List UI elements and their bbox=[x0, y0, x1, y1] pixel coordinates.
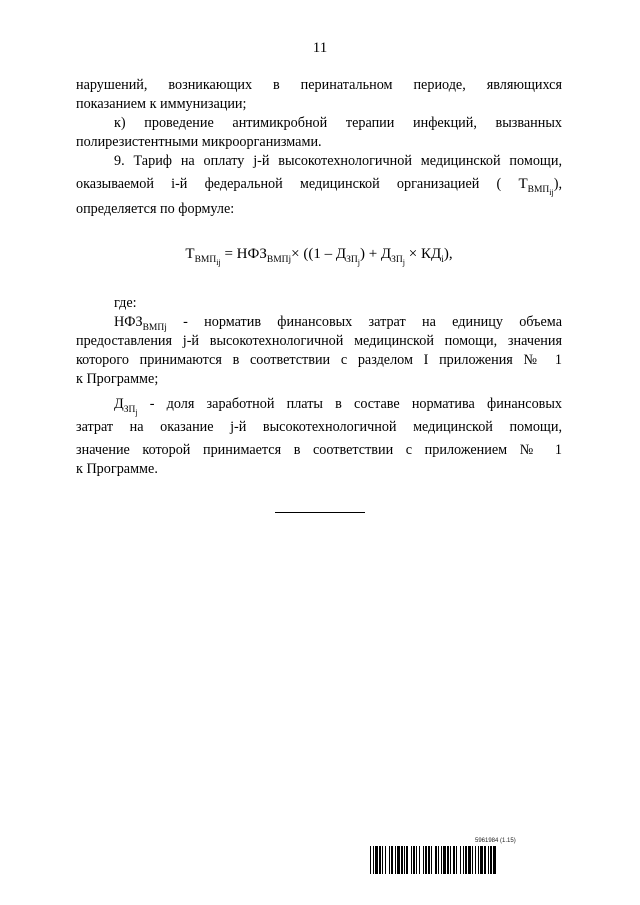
barcode-bar bbox=[490, 846, 492, 874]
barcode-bar bbox=[478, 846, 479, 874]
document-body bbox=[76, 76, 562, 479]
paragraph-line: показанием к иммунизации; bbox=[76, 96, 247, 112]
barcode-bar bbox=[465, 846, 467, 874]
barcode bbox=[370, 846, 566, 874]
barcode-bar bbox=[423, 846, 424, 874]
barcode-bar bbox=[447, 846, 449, 874]
barcode-bar bbox=[391, 846, 393, 874]
barcode-bar bbox=[413, 846, 415, 874]
barcode-bar bbox=[438, 846, 439, 874]
page-number: 11 bbox=[312, 40, 328, 56]
barcode-bar bbox=[435, 846, 437, 874]
paragraph-line: нарушений, возникающих в перинатальном периоде, являющихся bbox=[76, 77, 562, 93]
barcode-bar bbox=[472, 846, 473, 874]
barcode-bar bbox=[488, 846, 489, 874]
barcode-bar bbox=[375, 846, 378, 874]
barcode-bar bbox=[428, 846, 430, 874]
paragraph-line: определяется по формуле: bbox=[76, 201, 235, 217]
definition-line: которого принимаются в соответствии с разделом I приложения № 1 bbox=[76, 352, 562, 368]
paragraph-line: к) проведение антимикробной терапии инфекций, вызванных bbox=[114, 115, 562, 131]
barcode-bar bbox=[389, 846, 390, 874]
barcode-bar bbox=[456, 846, 457, 874]
paragraph-line: оказываемой i-й федеральной медицинской организацией ( $Т_{ВМП_{ij}}$), bbox=[76, 176, 562, 197]
barcode-bar bbox=[450, 846, 451, 874]
barcode-bar bbox=[441, 846, 442, 874]
barcode-bar bbox=[395, 846, 396, 874]
definition-line: $Д_{ЗП_j}$ - доля заработной платы в составе норматива финансовых bbox=[114, 396, 562, 417]
barcode-bar bbox=[484, 846, 486, 874]
barcode-bar bbox=[443, 846, 446, 874]
barcode-bar bbox=[401, 846, 403, 874]
paragraph-line: 9. Тариф на оплату j-й высокотехнологичной медицинской помощи, bbox=[114, 153, 562, 169]
barcode-bar bbox=[379, 846, 381, 874]
barcode-bar bbox=[373, 846, 374, 874]
definition-line: предоставления j-й высокотехнологичной медицинской помощи, значения bbox=[76, 333, 562, 349]
barcode-bar bbox=[404, 846, 405, 874]
barcode-bar bbox=[425, 846, 427, 874]
barcode-bar bbox=[493, 846, 496, 874]
barcode-bar bbox=[480, 846, 483, 874]
barcode-bar bbox=[397, 846, 400, 874]
definition-line: к Программе; bbox=[76, 371, 159, 387]
barcode-bar bbox=[385, 846, 386, 874]
where-label: где: bbox=[114, 295, 137, 311]
definition-line: затрат на оказание j-й высокотехнологичной медицинской помощи, bbox=[76, 419, 562, 435]
barcode-caption: 5961984 (1.15) bbox=[475, 838, 516, 844]
barcode-bar bbox=[406, 846, 408, 874]
barcode-bar bbox=[453, 846, 455, 874]
barcode-bar bbox=[382, 846, 383, 874]
barcode-bar bbox=[460, 846, 461, 874]
barcode-bar bbox=[370, 846, 371, 874]
barcode-bar bbox=[468, 846, 471, 874]
definition-line: значение которой принимается в соответствии с приложением № 1 bbox=[76, 442, 562, 458]
barcode-bar bbox=[463, 846, 464, 874]
barcode-bar bbox=[411, 846, 412, 874]
end-rule bbox=[275, 512, 365, 513]
barcode-bar bbox=[419, 846, 420, 874]
definition-line: к Программе. bbox=[76, 461, 158, 477]
tariff-formula: $Т_{ВМП_{ij}} = НФЗ_{ВМПj}\times ((1 - Д_{ЗП_j}) + Д_{ЗП_j} \times КД_i)$, bbox=[185, 246, 453, 267]
barcode-bar bbox=[431, 846, 432, 874]
paragraph-line: полирезистентными микроорганизмами. bbox=[76, 134, 322, 150]
barcode-bar bbox=[475, 846, 476, 874]
barcode-bar bbox=[416, 846, 417, 874]
definition-line: $НФЗ_{ВМПj}$ - норматив финансовых затрат на единицу объема bbox=[114, 314, 562, 333]
